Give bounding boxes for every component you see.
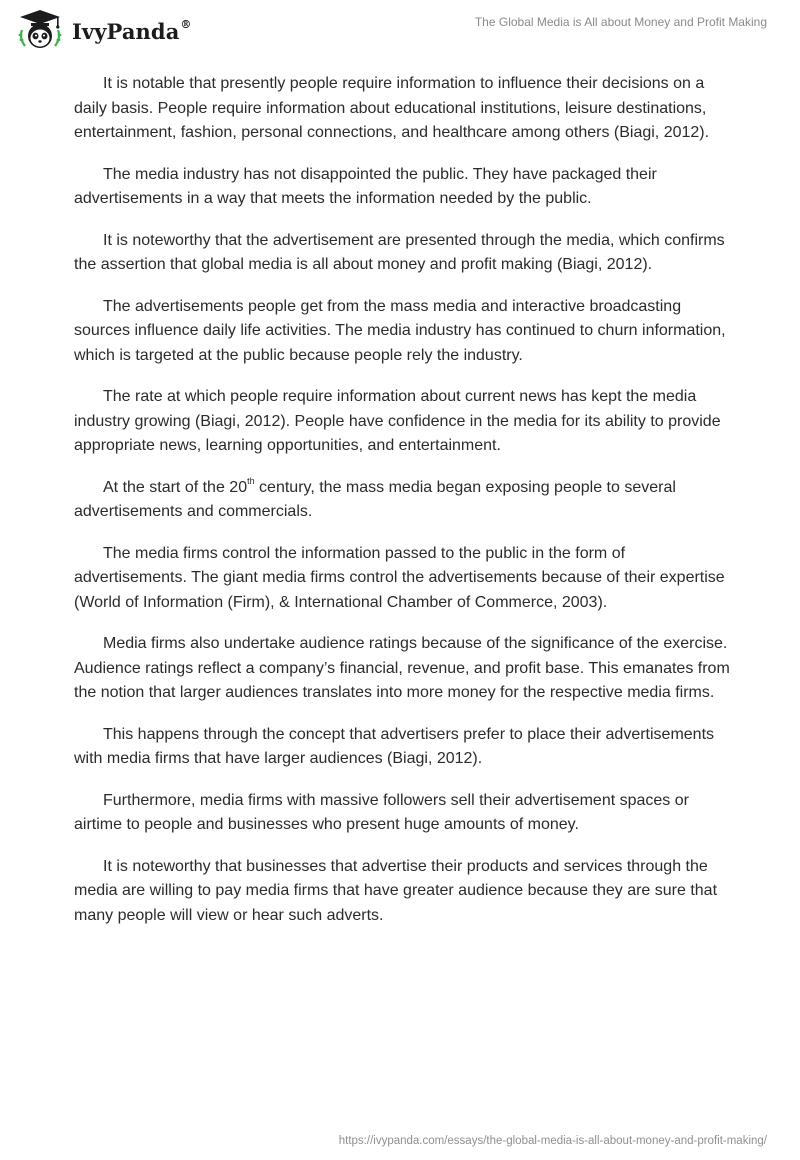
paragraph: The advertisements people get from the mass media and interactive broadcasting sources influence daily life activities. The media industry has continued to churn information, which is targeted at the public because people rely the industry. [74, 297, 726, 364]
paragraph [74, 476, 734, 525]
document-title: The Global Media is All about Money and Profit Making [474, 15, 767, 29]
panda-graduate-icon [14, 8, 66, 52]
paragraph: This happens through the concept that advertisers prefer to place their advertisements with media firms that have larger audiences (Biagi, 2012). [74, 725, 715, 767]
paragraph: The media firms control the information passed to the public in the form of advertisements. The giant media firms control the advertisements because of their expertise (World of Information (Firm), & International Chamber of Commerce, 2003). [74, 544, 725, 611]
page-header [0, 0, 800, 60]
paragraph: It is notable that presently people require information to influence their decisions on a daily basis. People require information about educational institutions, leisure destinations, entertainment, fashion, personal connections, and healthcare among others (Biagi, 2012). [74, 75, 710, 141]
paragraph: The rate at which people require information about current news has kept the media industry growing (Biagi, 2012). People have confidence in the media for its ability to provide appropriate news, learning opportunities, and entertainment. [74, 388, 721, 454]
paragraph: It is noteworthy that the advertisement are presented through the media, which confirms the assertion that global media is all about money and profit making (Biagi, 2012). [74, 231, 725, 273]
paragraph: It is noteworthy that businesses that advertise their products and services through the media are willing to pay media firms that have greater audience because they are sure that many people will view or hear such adverts. [74, 857, 718, 924]
logo-text: IvyPanda® [72, 17, 192, 44]
essay-body [74, 72, 734, 945]
paragraph: Media firms also undertake audience ratings because of the significance of the exercise. Audience ratings reflect a company’s financial, revenue, and profit base. This emanates from the notion that larger audiences translates into more money for the respective media firms. [74, 635, 730, 701]
paragraph: Furthermore, media firms with massive followers sell their advertisement spaces or airtime to people and businesses who present huge amounts of money. [74, 791, 689, 833]
registered-mark: ® [180, 17, 192, 31]
paragraph: The media industry has not disappointed the public. They have packaged their advertisements in a way that meets the information needed by the public. [74, 165, 657, 207]
paragraph-text: century, the mass media began exposing people to several advertisements and commercials. [74, 478, 676, 520]
source-url-link[interactable]: https://ivypanda.com/essays/the-global-media-is-all-about-money-and-profit-making/ [338, 1135, 767, 1147]
paragraph-text: At the start of the 20 [103, 478, 248, 496]
ivypanda-logo[interactable] [14, 8, 192, 52]
ordinal-suffix: th [247, 476, 255, 487]
